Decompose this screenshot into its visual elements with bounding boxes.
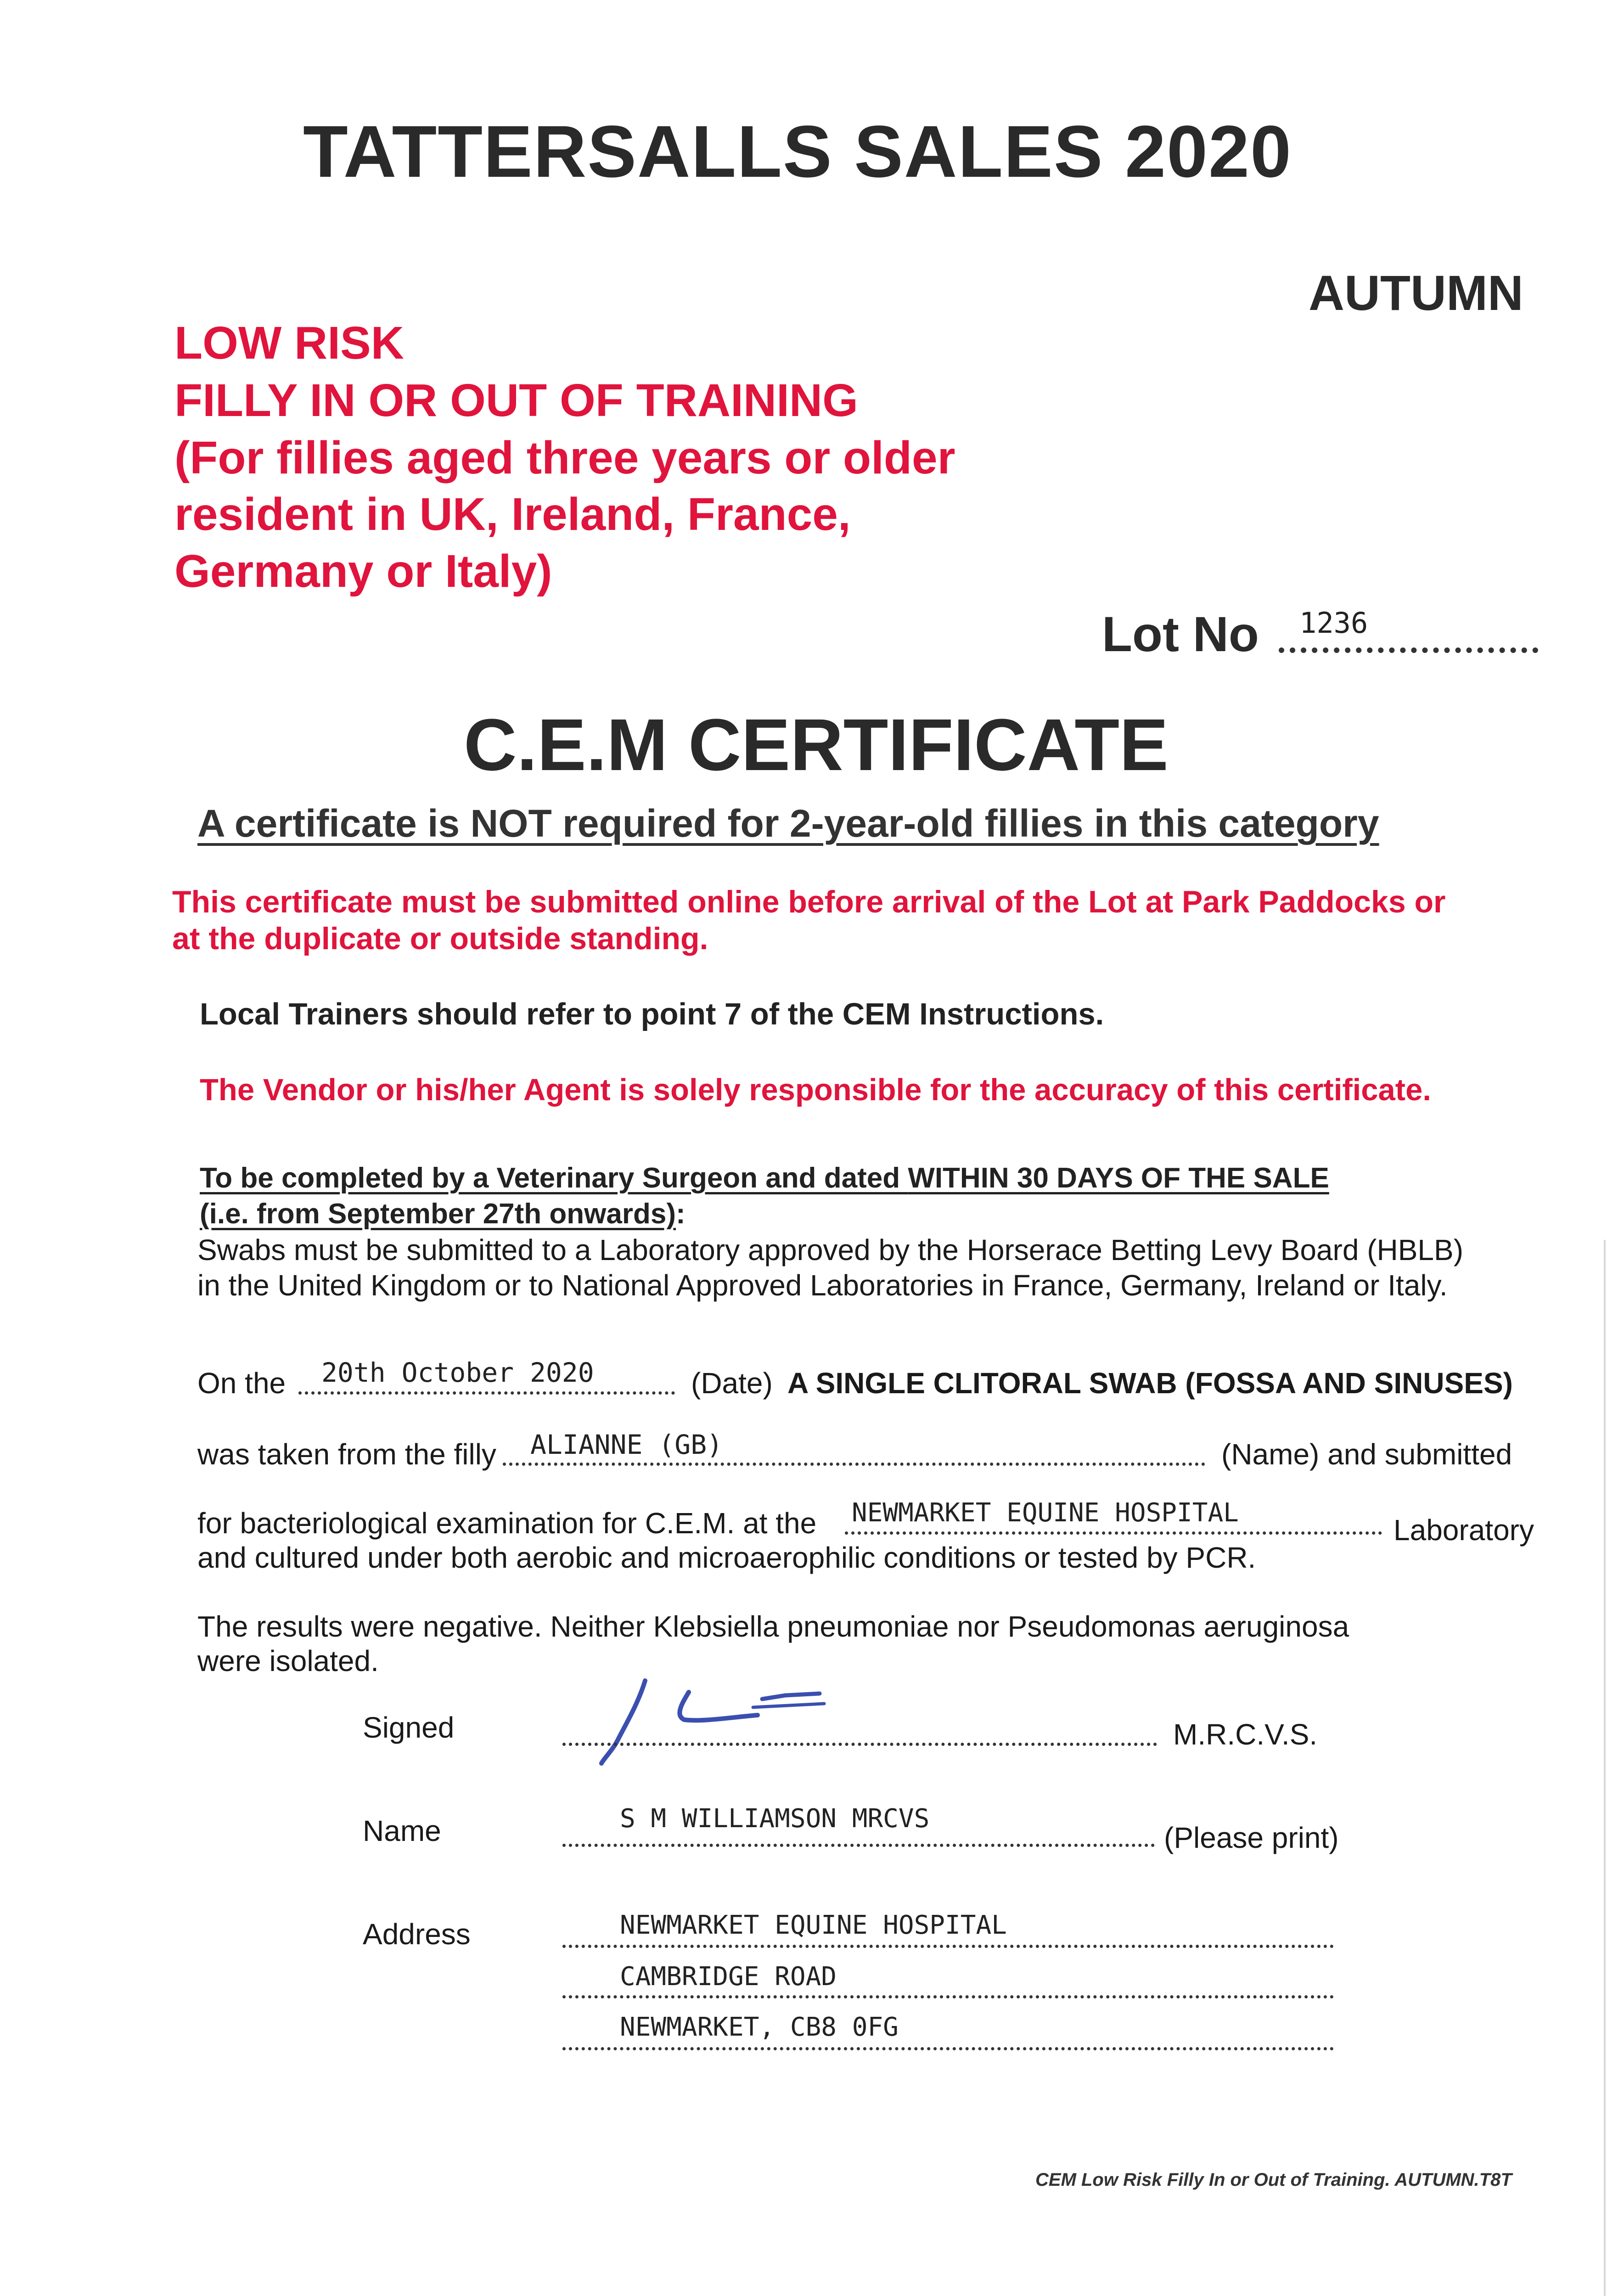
signature-dotted-line	[562, 1743, 1157, 1746]
scan-edge	[1604, 1240, 1606, 2296]
date-label: (Date)	[691, 1367, 773, 1400]
name-dotted-line	[562, 1844, 1155, 1847]
address-label: Address	[363, 1918, 471, 1951]
season-label: AUTUMN	[1309, 265, 1523, 321]
please-print-label: (Please print)	[1164, 1821, 1339, 1854]
swab-type-text: A SINGLE CLITORAL SWAB (FOSSA AND SINUSES)	[787, 1367, 1513, 1400]
name-submitted-label: (Name) and submitted	[1221, 1438, 1512, 1471]
instructions-heading	[200, 1162, 1329, 1194]
category-line-1: LOW RISK	[174, 317, 404, 369]
certificate-subtitle: A certificate is NOT required for 2-year-old fillies in this category	[197, 802, 1379, 845]
swab-date-value: 20th October 2020	[321, 1357, 594, 1388]
mrcvs-suffix: M.R.C.V.S.	[1173, 1718, 1318, 1751]
laboratory-dotted-line	[845, 1531, 1382, 1535]
address-dotted-line-2	[562, 1995, 1334, 1998]
submission-notice-line-1: This certificate must be submitted online before arrival of the Lot at Park Paddocks or	[172, 884, 1446, 919]
laboratory-name-value: NEWMARKET EQUINE HOSPITAL	[852, 1498, 1239, 1528]
instructions-line-2: in the United Kingdom or to National Approved Laboratories in France, Germany, Ireland or Italy.	[197, 1269, 1448, 1302]
cultured-text: and cultured under both aerobic and microaerophilic conditions or tested by PCR.	[197, 1541, 1256, 1574]
exam-prefix: for bacteriological examination for C.E.M. at the	[197, 1507, 817, 1540]
laboratory-label: Laboratory	[1394, 1514, 1534, 1547]
instructions-heading-line-2	[200, 1198, 686, 1230]
filly-name-value: ALIANNE (GB)	[530, 1429, 723, 1460]
address-dotted-line-1	[562, 1945, 1334, 1948]
instructions-date-range: (i.e. from September 27th onwards)	[200, 1198, 676, 1230]
vet-name-value: S M WILLIAMSON MRCVS	[620, 1804, 930, 1834]
date-dotted-line	[298, 1391, 675, 1395]
instructions-deadline: WITHIN 30 DAYS OF THE SALE	[908, 1162, 1329, 1194]
signed-label: Signed	[363, 1711, 455, 1744]
lot-number: 1236	[1299, 606, 1368, 640]
category-line-5: Germany or Italy)	[174, 546, 552, 597]
trainers-notice: Local Trainers should refer to point 7 of the CEM Instructions.	[200, 997, 1104, 1031]
submission-notice-line-2: at the duplicate or outside standing.	[172, 921, 708, 956]
name-label: Name	[363, 1814, 441, 1847]
lot-label: Lot No	[1102, 606, 1259, 662]
instructions-heading-text: To be completed by a Veterinary Surgeon and dated	[200, 1162, 908, 1194]
address-dotted-line-3	[562, 2047, 1334, 2050]
handwritten-signature	[569, 1671, 854, 1768]
certificate-title: C.E.M CERTIFICATE	[464, 703, 1169, 786]
category-line-3: (For fillies aged three years or older	[174, 432, 955, 484]
filly-name-dotted-line	[503, 1463, 1205, 1466]
footer-form-code: CEM Low Risk Filly In or Out of Training. AUTUMN.T8T	[1035, 2170, 1512, 2190]
address-line-2: CAMBRIDGE ROAD	[620, 1962, 837, 1992]
vendor-notice: The Vendor or his/her Agent is solely responsible for the accuracy of this certificate.	[200, 1073, 1431, 1107]
on-the-label: On the	[197, 1367, 286, 1400]
address-line-1: NEWMARKET EQUINE HOSPITAL	[620, 1910, 1007, 1940]
instructions-colon: :	[676, 1198, 686, 1230]
results-line-1: The results were negative. Neither Klebsiella pneumoniae nor Pseudomonas aeruginosa	[197, 1610, 1349, 1643]
results-line-2: were isolated.	[197, 1644, 379, 1677]
category-line-2: FILLY IN OR OUT OF TRAINING	[174, 375, 858, 426]
category-line-4: resident in UK, Ireland, France,	[174, 489, 851, 540]
sale-title: TATTERSALLS SALES 2020	[303, 110, 1292, 192]
address-line-3: NEWMARKET, CB8 0FG	[620, 2012, 899, 2042]
lot-dotted-line	[1279, 647, 1538, 653]
taken-from-label: was taken from the filly	[197, 1438, 496, 1471]
instructions-line-1: Swabs must be submitted to a Laboratory approved by the Horserace Betting Levy Board (HBLB)	[197, 1233, 1463, 1266]
